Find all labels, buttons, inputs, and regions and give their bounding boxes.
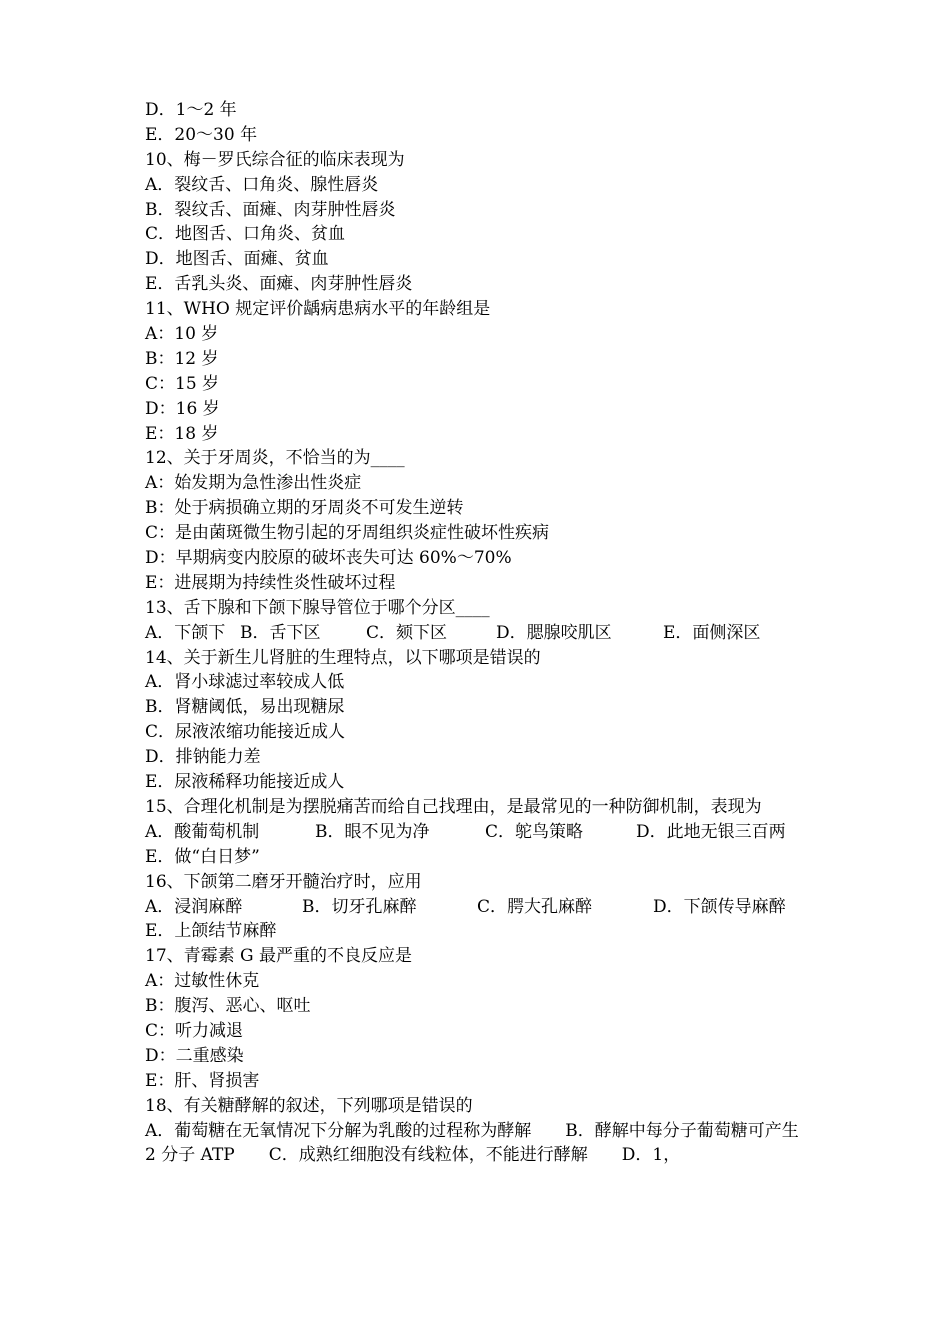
q15-stem: 15、合理化机制是为摆脱痛苦而给自己找理由，是最常见的一种防御机制，表现为 — [145, 796, 762, 817]
question-block-17 — [145, 944, 810, 1118]
text-line: B．肾糖阈低，易出现糖尿 — [145, 697, 345, 718]
text-line: C：是由菌斑微生物引起的牙周组织炎症性破坏性疾病 — [145, 523, 550, 544]
text-line: E．尿液稀释功能接近成人 — [145, 772, 345, 793]
text-line: A：10 岁 — [145, 324, 219, 345]
q13-options-row — [145, 621, 810, 646]
text-line: 10、梅－罗氏综合征的临床表现为 — [145, 149, 405, 170]
text-line: 12、关于牙周炎，不恰当的为____ — [145, 448, 405, 469]
q18-body: A．葡萄糖在无氧情况下分解为乳酸的过程称为酵解 B．酵解中每分子葡萄糖可产生 2 分子 ATP C．成熟红细胞没有线粒体，不能进行酵解 D．1， — [145, 1120, 799, 1166]
text-line: 17、青霉素 G 最严重的不良反应是 — [145, 946, 413, 967]
option-text: C．腭大孔麻醉 — [477, 896, 593, 917]
text-line: C：15 岁 — [145, 373, 220, 394]
text-line: D．排钠能力差 — [145, 747, 261, 768]
q16-stem: 16、下颌第二磨牙开髓治疗时，应用 — [145, 871, 422, 892]
text-line: E：肝、肾损害 — [145, 1070, 260, 1091]
text-line: C．尿液浓缩功能接近成人 — [145, 722, 346, 743]
text-line: 18、有关糖酵解的叙述，下列哪项是错误的 — [145, 1095, 473, 1116]
option-text: B．眼不见为净 — [315, 821, 430, 842]
option-text: A．下颌下 — [145, 622, 226, 643]
text-line: D：二重感染 — [145, 1045, 244, 1066]
text-line: A：过敏性休克 — [145, 971, 260, 992]
option-text: E．面侧深区 — [663, 622, 761, 643]
q15-options-row — [145, 820, 810, 845]
text-line: 13、舌下腺和下颌下腺导管位于哪个分区____ — [145, 597, 490, 618]
text-line: 11、WHO 规定评价龋病患病水平的年龄组是 — [145, 299, 491, 320]
text-line: E．舌乳头炎、面瘫、肉芽肿性唇炎 — [145, 274, 413, 295]
option-text: D．此地无银三百两 — [636, 821, 786, 842]
text-line: E．20～30 年 — [145, 124, 258, 145]
option-text: A．酸葡萄机制 — [145, 821, 260, 842]
text-line: B：处于病损确立期的牙周炎不可发生逆转 — [145, 498, 464, 519]
text-line: C：听力减退 — [145, 1020, 244, 1041]
text-line: A．肾小球滤过率较成人低 — [145, 672, 345, 693]
q16-option-e: E．上颌结节麻醉 — [145, 921, 277, 942]
option-text: B．舌下区 — [240, 622, 321, 643]
option-text: A．浸润麻醉 — [145, 896, 243, 917]
option-text: B．切牙孔麻醉 — [302, 896, 417, 917]
option-text: D．下颌传导麻醉 — [653, 896, 786, 917]
text-line: 14、关于新生儿肾脏的生理特点，以下哪项是错误的 — [145, 647, 541, 668]
option-text: D．腮腺咬肌区 — [496, 622, 612, 643]
text-line: E：18 岁 — [145, 423, 219, 444]
option-text: C．颏下区 — [366, 622, 448, 643]
q16-options-row — [145, 895, 810, 920]
text-line: A．裂纹舌、口角炎、腺性唇炎 — [145, 174, 379, 195]
text-line: D：16 岁 — [145, 398, 220, 419]
text-line: B．裂纹舌、面瘫、肉芽肿性唇炎 — [145, 199, 396, 220]
document-page — [145, 98, 810, 1168]
text-line: B：腹泻、恶心、呕吐 — [145, 996, 311, 1017]
text-line: A：始发期为急性渗出性炎症 — [145, 473, 362, 494]
text-line: B：12 岁 — [145, 348, 219, 369]
text-line: E：进展期为持续性炎性破坏过程 — [145, 572, 396, 593]
text-line: C．地图舌、口角炎、贫血 — [145, 224, 346, 245]
text-line: D．地图舌、面瘫、贫血 — [145, 249, 329, 270]
option-text: C．鸵鸟策略 — [485, 821, 584, 842]
text-line: D．1～2 年 — [145, 100, 237, 120]
question-block-14 — [145, 646, 810, 795]
text-line: D：早期病变内胶原的破坏丧失可达 60%～70% — [145, 548, 512, 569]
question-block-top — [145, 98, 810, 621]
q15-option-e: E．做“白日梦” — [145, 846, 260, 867]
